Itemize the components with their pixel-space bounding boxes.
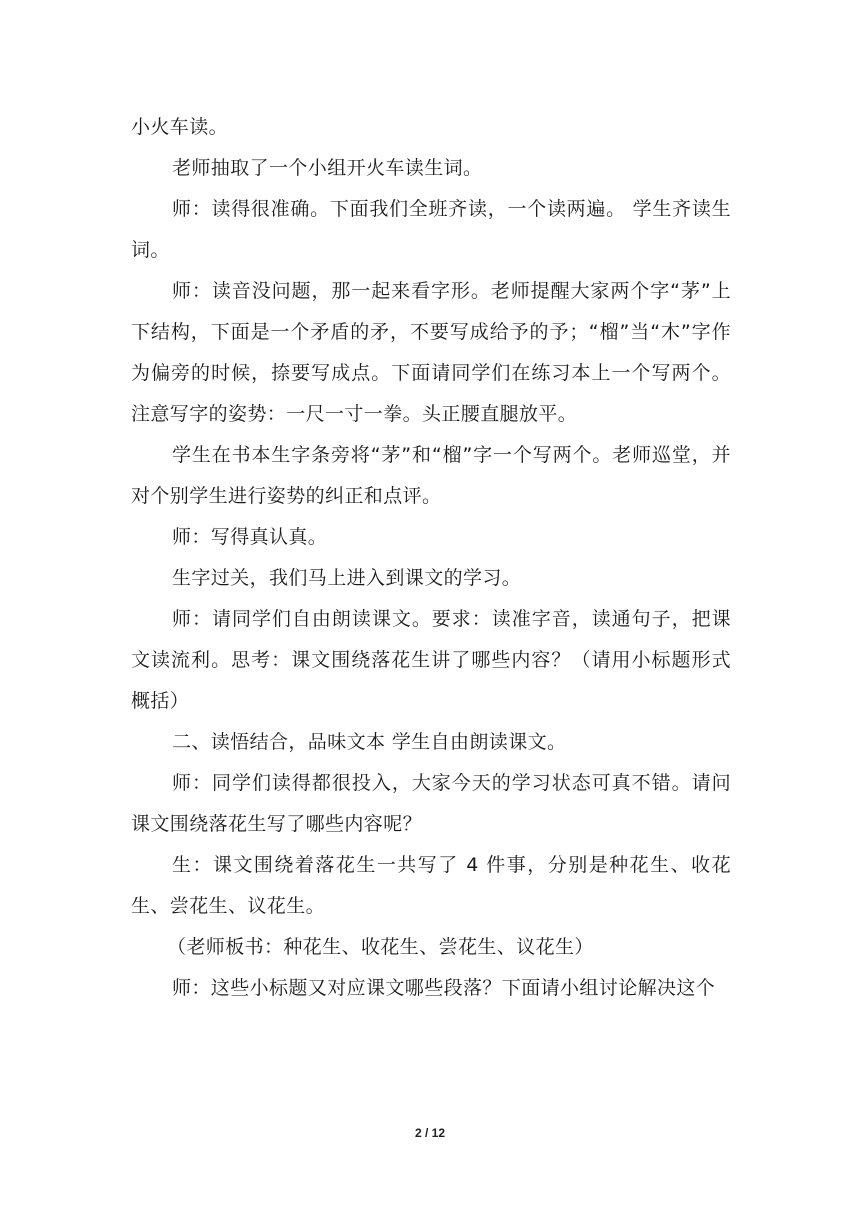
section-heading-paragraph: 二、读悟结合，品味文本 学生自由朗读课文。 (172, 731, 567, 753)
paragraph: 师：写得真认真。 (172, 526, 328, 548)
paragraph: 学生在书本生字条旁将“茅”和“榴”字一个写两个。老师巡堂，并对个别学生进行姿势的纠正和点评。 (131, 444, 731, 507)
page-number: 2 / 12 (414, 1126, 446, 1140)
paragraph: 生字过关，我们马上进入到课文的学习。 (172, 567, 522, 589)
paragraph: 小火车读。 (131, 116, 229, 138)
document-body (131, 107, 731, 1009)
paragraph: 师：读得很准确。下面我们全班齐读，一个读两遍。 学生齐读生词。 (131, 198, 731, 261)
paragraph: 师：这些小标题又对应课文哪些段落？下面请小组讨论解决这个 (172, 977, 716, 999)
paragraph: 师：同学们读得都很投入，大家今天的学习状态可真不错。请问课文围绕落花生写了哪些内容呢？ (131, 772, 731, 835)
paragraph: 师：请同学们自由朗读课文。要求：读准字音，读通句子，把课文读流利。思考：课文围绕落花生讲了哪些内容？（请用小标题形式概括） (131, 608, 731, 712)
blackboard-note-paragraph: （老师板书：种花生、收花生、尝花生、议花生） (167, 936, 594, 958)
paragraph: 生：课文围绕着落花生一共写了 4 件事，分别是种花生、收花生、尝花生、议花生。 (131, 854, 731, 917)
paragraph: 老师抽取了一个小组开火车读生词。 (172, 157, 483, 179)
paragraph: 师：读音没问题，那一起来看字形。老师提醒大家两个字“茅”上下结构，下面是一个矛盾的矛，不要写成给予的予；“榴”当“木”字作为偏旁的时候，捺要写成点。下面请同学们在练习本上一个写两个。注意写字的姿势：一尺一寸一拳。头正腰直腿放平。 (131, 280, 731, 425)
